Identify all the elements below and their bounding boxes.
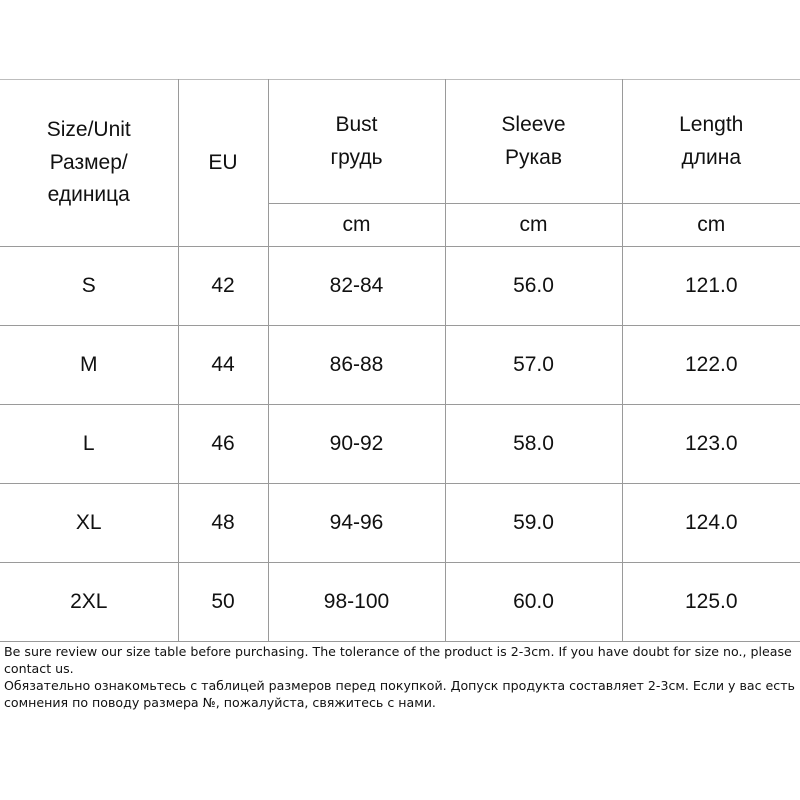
note-russian: Обязательно ознакомьтесь с таблицей размеров перед покупкой. Допуск продукта составляет 2-3см. Если у вас есть сомнения по поводу размера №, пожалуйста, свяжитесь с нами.	[4, 678, 795, 710]
table-row	[0, 563, 800, 642]
header-length-en: Length	[679, 112, 744, 136]
cell-length: 125.0	[622, 563, 800, 642]
header-sleeve-en: Sleeve	[501, 112, 566, 136]
cell-length: 122.0	[622, 326, 800, 405]
header-eu	[178, 80, 268, 247]
unit-length: cm	[622, 204, 800, 247]
cell-size: S	[0, 247, 178, 326]
cell-eu: 46	[178, 405, 268, 484]
header-size-unit-en: Size/Unit	[46, 118, 131, 142]
header-sleeve	[445, 80, 622, 204]
cell-sleeve: 59.0	[445, 484, 622, 563]
cell-eu: 48	[178, 484, 268, 563]
cell-bust: 86-88	[268, 326, 445, 405]
header-length-ru: длина	[681, 145, 741, 169]
header-sleeve-ru: Рукав	[505, 145, 562, 169]
size-notes	[4, 643, 800, 711]
header-size-unit	[0, 80, 178, 247]
cell-eu: 44	[178, 326, 268, 405]
cell-size: L	[0, 405, 178, 484]
header-bust-ru: грудь	[330, 145, 383, 169]
unit-sleeve: cm	[445, 204, 622, 247]
cell-sleeve: 58.0	[445, 405, 622, 484]
cell-eu: 42	[178, 247, 268, 326]
cell-length: 123.0	[622, 405, 800, 484]
header-bust	[268, 80, 445, 204]
cell-bust: 82-84	[268, 247, 445, 326]
table-row	[0, 326, 800, 405]
cell-sleeve: 60.0	[445, 563, 622, 642]
header-length	[622, 80, 800, 204]
header-size-unit-ru-1: Размер/	[49, 150, 128, 174]
cell-size: XL	[0, 484, 178, 563]
note-english: Be sure review our size table before purchasing. The tolerance of the product is 2-3cm. If you have doubt for size no., please contact us.	[4, 644, 792, 676]
table-row	[0, 247, 800, 326]
header-size-unit-ru-2: единица	[47, 183, 130, 207]
cell-length: 124.0	[622, 484, 800, 563]
cell-length: 121.0	[622, 247, 800, 326]
cell-sleeve: 56.0	[445, 247, 622, 326]
cell-bust: 98-100	[268, 563, 445, 642]
header-eu-label: EU	[208, 150, 238, 174]
cell-bust: 94-96	[268, 484, 445, 563]
cell-bust: 90-92	[268, 405, 445, 484]
table-row	[0, 484, 800, 563]
cell-size: M	[0, 326, 178, 405]
cell-eu: 50	[178, 563, 268, 642]
size-chart-table	[0, 79, 800, 640]
cell-size: 2XL	[0, 563, 178, 642]
unit-bust: cm	[268, 204, 445, 247]
cell-sleeve: 57.0	[445, 326, 622, 405]
header-bust-en: Bust	[335, 112, 378, 136]
table-row	[0, 405, 800, 484]
